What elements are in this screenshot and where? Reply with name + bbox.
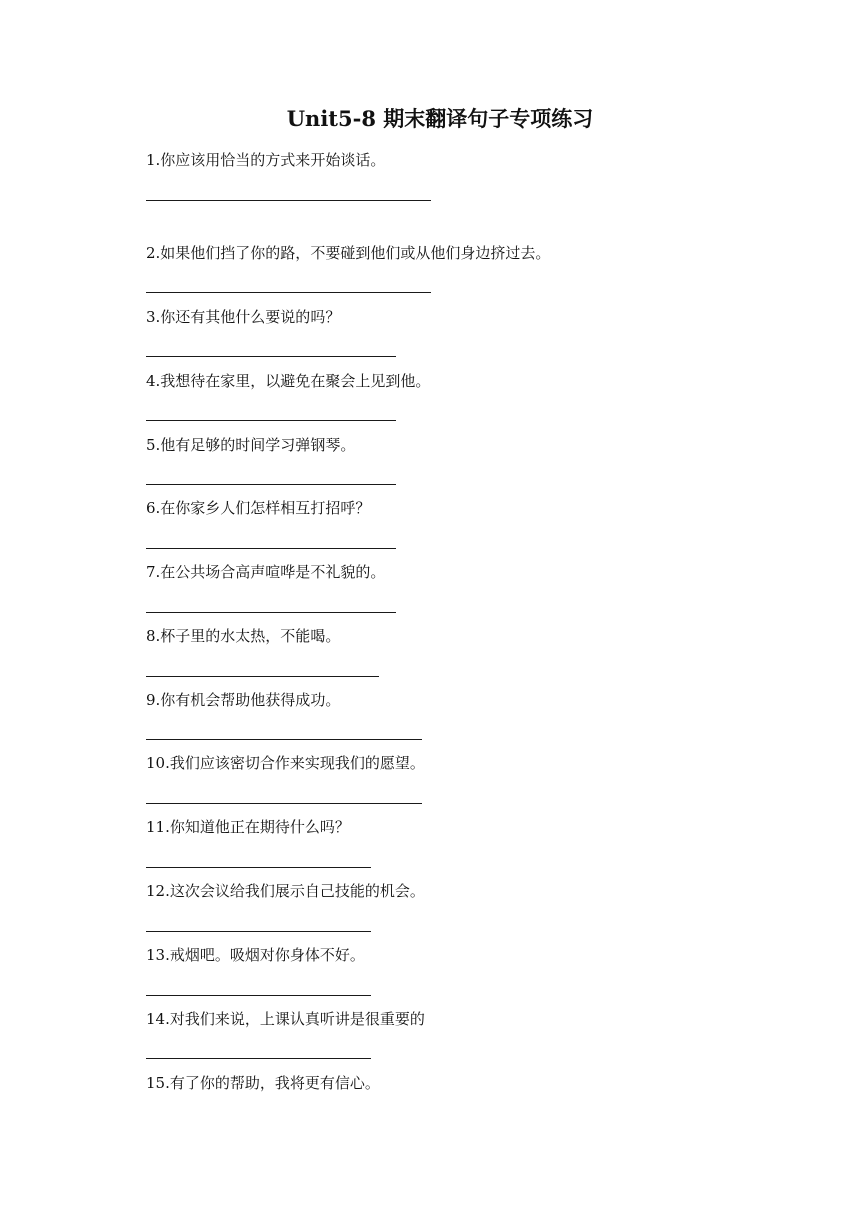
question-10: 10.我们应该密切合作来实现我们的愿望。 [146, 754, 425, 772]
question-6: 6.在你家乡人们怎样相互打招呼？ [146, 499, 371, 517]
question-2: 2.如果他们挡了你的路，不要碰到他们或从他们身边挤过去。 [146, 244, 551, 262]
question-9: 9.你有机会帮助他获得成功。 [146, 691, 341, 709]
answer-line-4 [146, 420, 396, 421]
question-15: 15.有了你的帮助，我将更有信心。 [146, 1074, 380, 1092]
question-11: 11.你知道他正在期待什么吗？ [146, 818, 350, 836]
answer-line-8 [146, 676, 379, 677]
question-13: 13.戒烟吧。吸烟对你身体不好。 [146, 946, 365, 964]
answer-line-7 [146, 612, 396, 613]
answer-line-13 [146, 995, 371, 996]
answer-line-2 [146, 292, 431, 293]
question-12: 12.这次会议给我们展示自己技能的机会。 [146, 882, 425, 900]
question-7: 7.在公共场合高声喧哗是不礼貌的。 [146, 563, 386, 581]
answer-line-5 [146, 484, 396, 485]
answer-line-10 [146, 803, 422, 804]
document-title: Unit5-8 期末翻译句子专项练习 [286, 106, 594, 131]
question-8: 8.杯子里的水太热，不能喝。 [146, 627, 341, 645]
answer-line-1 [146, 200, 431, 201]
answer-line-9 [146, 739, 422, 740]
question-3: 3.你还有其他什么要说的吗？ [146, 308, 341, 326]
answer-line-6 [146, 548, 396, 549]
question-14: 14.对我们来说，上课认真听讲是很重要的 [146, 1010, 425, 1028]
answer-line-3 [146, 356, 396, 357]
answer-line-11 [146, 867, 371, 868]
question-1: 1.你应该用恰当的方式来开始谈话。 [146, 151, 386, 169]
answer-line-12 [146, 931, 371, 932]
question-4: 4.我想待在家里，以避免在聚会上见到他。 [146, 372, 431, 390]
answer-line-14 [146, 1058, 371, 1059]
question-5: 5.他有足够的时间学习弹钢琴。 [146, 436, 356, 454]
